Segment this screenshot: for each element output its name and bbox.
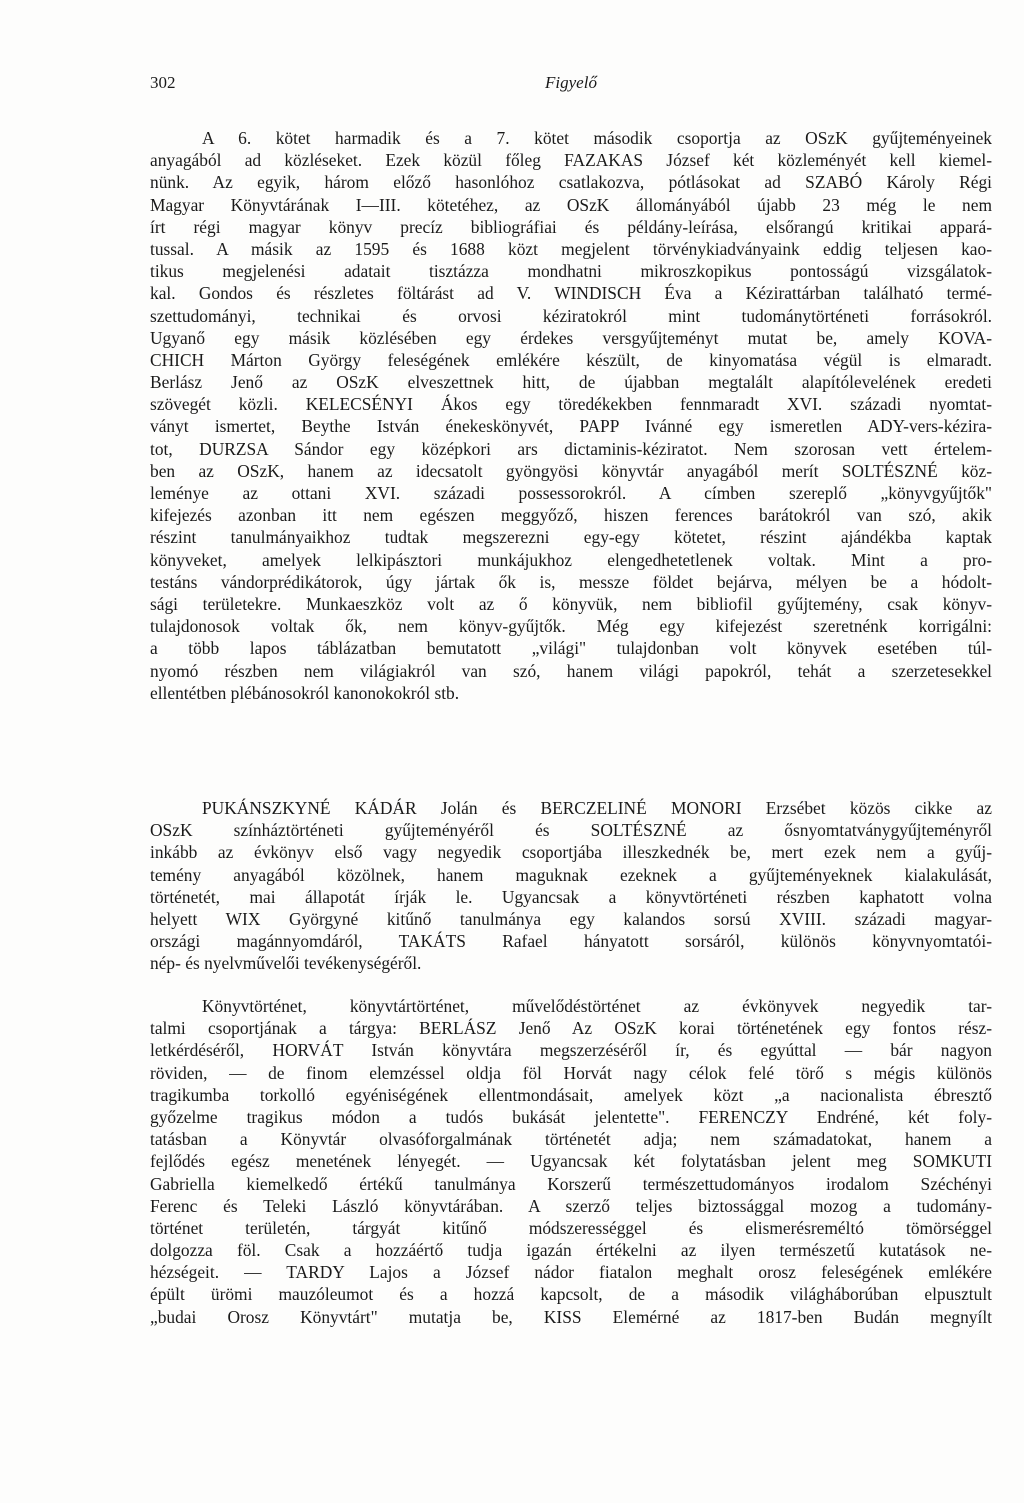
text-line: tatásban a Könyvtár olvasóforgalmának történetét adja; nem számadatokat, hanem a [150,1129,992,1150]
running-head [150,73,992,99]
text-line: a több lapos táblázatban bemutatott „világi" tulajdonban volt könyvek esetében túl- [150,638,992,659]
text-line: Ferenc és Teleki László könyvtárában. A szerző teljes biztossággal mozog a tudomány- [150,1195,992,1216]
text-line: szövegét közli. KELECSÉNYI Ákos egy töredékekben fennmaradt XVI. századi nyomtat- [150,394,992,415]
text-line: OSzK színháztörténeti gyűjteményéről és SOLTÉSZNÉ az ősnyomtatványgyűjteményről [150,820,992,841]
text-line: győzelme tragikus módon a tudós bukását jelentette". FERENCZY Endréné, két foly- [150,1106,992,1127]
text-line: leménye az ottani XVI. századi possessorokról. A címben szereplő „könyvgyűjtők" [150,483,992,503]
text-line: temény anyagából közölnek, hanem maguknak ezeknek a gyűjteményeknek kialakulását, [150,864,992,885]
text-line: kifejezés azonban itt nem egészen meggyőző, hiszen ferences barátokról van szó, akik [150,505,992,526]
text-line: kal. Gondos és részletes föltárást ad V. WINDISCH Éva a Kézirattárban található termé- [150,283,992,304]
text-line: Gabriella kiemelkedő értékű tanulmánya Korszerű természettudományos irodalom Széchényi [150,1173,992,1194]
text-line: fejlődés egész menetének lényegét. — Ugyancsak két folytatásban jelent meg SOMKUTI [150,1151,992,1172]
page-number: 302 [150,73,176,92]
text-line: letkérdéséről, HORVÁT István könyvtára megszerzéséről ír, és egyúttal — bár nagyon [150,1040,992,1061]
text-line: hézségeit. — TARDY Lajos a József nádor fiatalon meghalt orosz feleségének emlékére [150,1262,992,1283]
paragraph-3 [150,995,992,1328]
text-line: Könyvtörténet, könyvtártörténet, művelődéstörténet az évkönyvek negyedik tar- [202,996,992,1016]
text-line: könyveket, amelyek lelkipásztori munkájukhoz elengedhetetlenek voltak. Mint a pro- [150,549,992,570]
journal-title: Figyelő [545,73,597,92]
text-line: szettudományi, technikai és orvosi kéziratokról mint tudománytörténeti forrásokról. [150,305,992,326]
text-line: tussal. A másik az 1595 és 1688 közt megjelent törvénykiadványaink eddig teljesen kao- [150,238,992,259]
text-line: CHICH Márton György feleségének emlékére készült, de kinyomatása végül is elmaradt. [150,349,992,370]
text-line: tot, DURZSA Sándor egy középkori ars dictaminis-kéziratot. Nem szorosan vett értelem- [150,438,992,459]
text-line: tragikumba torkolló egyéniségének ellentmondásait, amelyek közt „a nacionalista ébresztő [150,1084,992,1105]
text-line: testáns vándorprédikátorok, úgy jártak ők is, messze földet bejárva, mélyen be a hódolt- [150,571,992,592]
text-line: tulajdonosok voltak ők, nem könyv-gyűjtők. Még egy kifejezést szeretnénk korrigálni: [150,616,992,637]
text-line: „budai Orosz Könyvtárt" mutatja be, KISS Elemérné az 1817-ben Budán megnyílt [150,1306,992,1327]
paragraph-1 [150,127,992,704]
text-line: nünk. Az egyik, három előző hasonlóhoz csatlakozva, pótlásokat ad SZABÓ Károly Régi [150,172,992,193]
text-line: Ugyanő egy másik közlésében egy érdekes versgyűjteményt mutat be, amely KOVA- [150,327,992,348]
paragraph-2 [150,797,992,975]
text-line: A 6. kötet harmadik és a 7. kötet második csoportja az OSzK gyűjteményeinek [202,128,992,148]
text-line: PUKÁNSZKYNÉ KÁDÁR Jolán és BERCZELINÉ MONORI Erzsébet közös cikke az [202,798,992,818]
text-line: nép- és nyelvművelői tevékenységéről. [150,953,422,974]
text-line: anyagából ad közléseket. Ezek közül főleg FAZAKAS József két közleményét kell kiemel- [150,150,992,171]
text-line: országi magánnyomdáról, TAKÁTS Rafael hányatott sorsáról, különös könyvnyomtatói- [150,931,992,952]
text-line: helyett WIX Györgyné kitűnő tanulmánya egy kalandos sorsú XVIII. századi magyar- [150,908,992,929]
text-line: dolgozza föl. Csak a hozzáértő tudja igazán értékelni az ilyen természetű kutatások ne- [150,1240,992,1261]
text-line: történetét, mai állapotát írják le. Ugyancsak a könyvtörténeti részben kaphatott volna [150,886,992,907]
text-line: sági területekre. Munkaeszköz volt az ő könyvük, nem bibliofil gyűjtemény, csak könyv- [150,593,992,614]
text-line: ellentétben plébánosokról kanonokokról stb. [150,682,460,703]
text-line: ben az OSzK, hanem az idecsatolt gyöngyösi könyvtár anyagából merít SOLTÉSZNÉ köz- [150,460,992,481]
text-line: írt régi magyar könyv precíz bibliográfiai és példány-leírása, elsőrangú kritikai appará- [150,216,992,237]
text-line: Magyar Könyvtárának I—III. kötetéhez, az OSzK állományából újabb 23 még le nem [150,194,992,215]
text-line: röviden, — de finom elemzéssel oldja föl Horvát nagy célok felé törő s mégis különös [150,1062,992,1083]
text-line: nyomó részben nem világiakról van szó, hanem világi papokról, tehát a szerzetesekkel [150,660,992,681]
text-line: történet területén, tárgyát kitűnő módszerességgel és elismerésreméltó tömörséggel [150,1217,992,1238]
text-line: épült ürömi mauzóleumot és a hozzá kapcsolt, de a második világháborúban elpusztult [150,1284,992,1305]
text-line: Berlász Jenő az OSzK elveszettnek hitt, de újabban megtalált alapítólevelének eredeti [150,372,992,393]
text-line: tikus megjelenési adatait tisztázza mondhatni mikroszkopikus pontosságú vizsgálatok- [150,261,992,282]
text-line: talmi csoportjának a tárgya: BERLÁSZ Jenő Az OSzK korai történetének egy fontos rész- [150,1018,992,1039]
text-line: részint tanulmányaikhoz tudtak megszerezni egy-egy kötetet, részint ajándékba kaptak [150,527,992,548]
text-line: inkább az évkönyv első vagy negyedik csoportjába illeszkednék be, mert ezek nem a gyűj- [150,842,992,863]
text-line: ványt ismertet, Beythe István énekeskönyvét, PAPP Ivánné egy ismeretlen ADY-vers-kézira- [150,416,992,437]
